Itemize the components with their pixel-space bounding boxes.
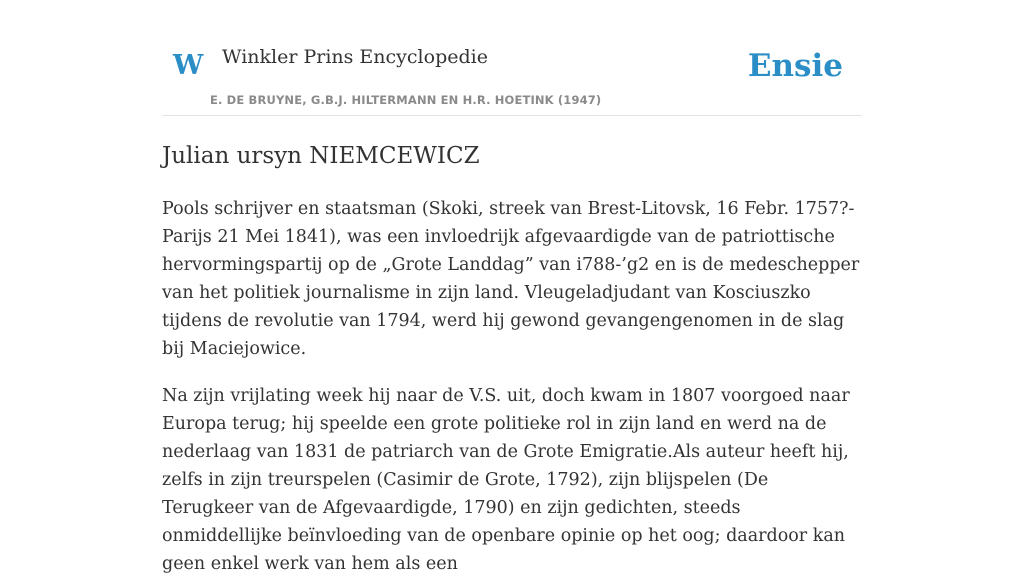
- authors-line: E. DE BRUYNE, G.B.J. HILTERMANN EN H.R. HOETINK (1947): [210, 93, 602, 107]
- site-title[interactable]: Winkler Prins Encyclopedie: [222, 46, 488, 68]
- article-paragraph: Na zijn vrijlating week hij naar de V.S. uit, doch kwam in 1807 voorgoed naar Europa terug; hij speelde een grote politieke rol in zijn land en werd na de nederlaag van 1831 de patriarch van de Grote Emigratie.Als auteur heeft hij, zelfs in zijn treurspelen (Casimir de Grote, 1792), zijn blijspelen (De Terugkeer van de Afgevaardigde, 1790) en zijn gedichten, steeds onmiddellijke beïnvloeding van de openbare opinie op het oog; daardoor kan geen enkel werk van hem als een: [162, 386, 850, 574]
- content-container: [162, 0, 862, 578]
- article: [162, 140, 862, 578]
- site-header: [162, 0, 862, 116]
- article-paragraph: Pools schrijver en staatsman (Skoki, streek van Brest-Litovsk, 16 Febr. 1757?-Parijs 21 Mei 1841), was een invloedrijk afgevaardigde van de patriottische hervormingspartij op de „Grote Landdag” van i788-’g2 en is de medeschepper van het politiek journalisme in zijn land. Vleugeladjudant van Kosciuszko tijdens de revolutie van 1794, werd hij gewond gevangengenomen in de slag bij Maciejowice.: [162, 199, 860, 359]
- winkler-prins-logo[interactable]: W: [173, 50, 204, 81]
- article-title: Julian ursyn NIEMCEWICZ: [162, 143, 480, 169]
- ensie-logo[interactable]: Ensie: [747, 48, 843, 84]
